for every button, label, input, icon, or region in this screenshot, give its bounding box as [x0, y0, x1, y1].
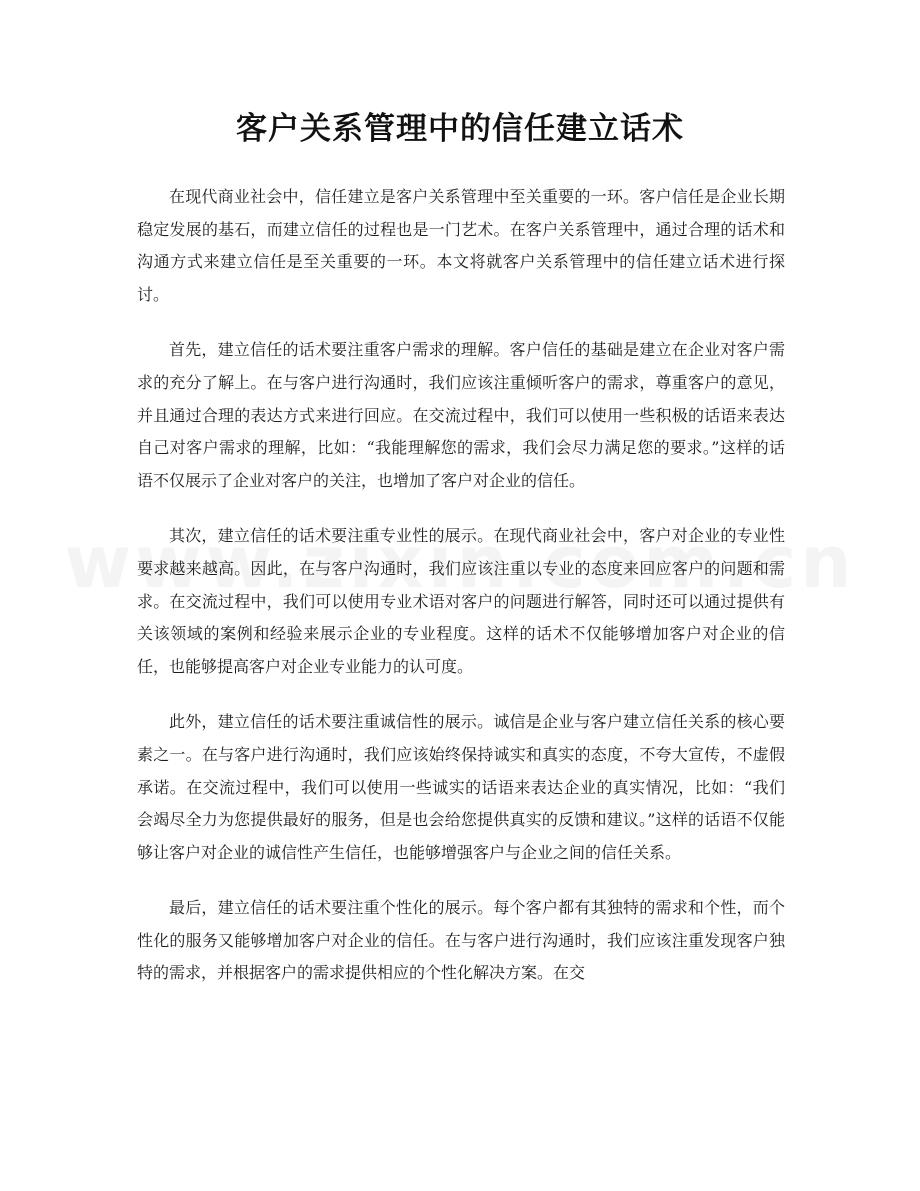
paragraph-intro: 在现代商业社会中，信任建立是客户关系管理中至关重要的一环。客户信任是企业长期稳定发展的基石，而建立信任的过程也是一门艺术。在客户关系管理中，通过合理的话术和沟通方式来建立信任是至关重要的一环。本文将就客户关系管理中的信任建立话术进行探讨。 — [137, 187, 785, 304]
paragraph-customer-needs: 首先，建立信任的话术要注重客户需求的理解。客户信任的基础是建立在企业对客户需求的充分了解上。在与客户进行沟通时，我们应该注重倾听客户的需求，尊重客户的意见，并且通过合理的表达方式来进行回应。在交流过程中，我们可以使用一些积极的话语来表达自己对客户需求的理解，比如：“我能理解您的需求，我们会尽力满足您的要求。”这样的话语不仅展示了企业对客户的关注，也增加了客户对企业的信任。 — [137, 340, 785, 490]
paragraph-personalization: 最后，建立信任的话术要注重个性化的展示。每个客户都有其独特的需求和个性，而个性化的服务又能够增加客户对企业的信任。在与客户进行沟通时，我们应该注重发现客户独特的需求，并根据客户的需求提供相应的个性化解决方案。在交 — [137, 898, 785, 983]
paragraph-integrity: 此外，建立信任的话术要注重诚信性的展示。诚信是企业与客户建立信任关系的核心要素之一。在与客户进行沟通时，我们应该始终保持诚实和真实的态度，不夸大宣传，不虚假承诺。在交流过程中，我们可以使用一些诚实的话语来表达企业的真实情况，比如：“我们会竭尽全力为您提供最好的服务，但是也会给您提供真实的反馈和建议。”这样的话语不仅能够让客户对企业的诚信性产生信任，也能够增强客户与企业之间的信任关系。 — [137, 712, 785, 862]
document-title: 客户关系管理中的信任建立话术 — [236, 111, 684, 147]
paragraph-professionalism: 其次，建立信任的话术要注重专业性的展示。在现代商业社会中，客户对企业的专业性要求越来越高。因此，在与客户沟通时，我们应该注重以专业的态度来回应客户的问题和需求。在交流过程中，我们可以使用专业术语对客户的问题进行解答，同时还可以通过提供有关该领域的案例和经验来展示企业的专业程度。这样的话术不仅能够增加客户对企业的信任，也能够提高客户对企业专业能力的认可度。 — [137, 526, 785, 676]
document-body — [137, 181, 785, 1013]
